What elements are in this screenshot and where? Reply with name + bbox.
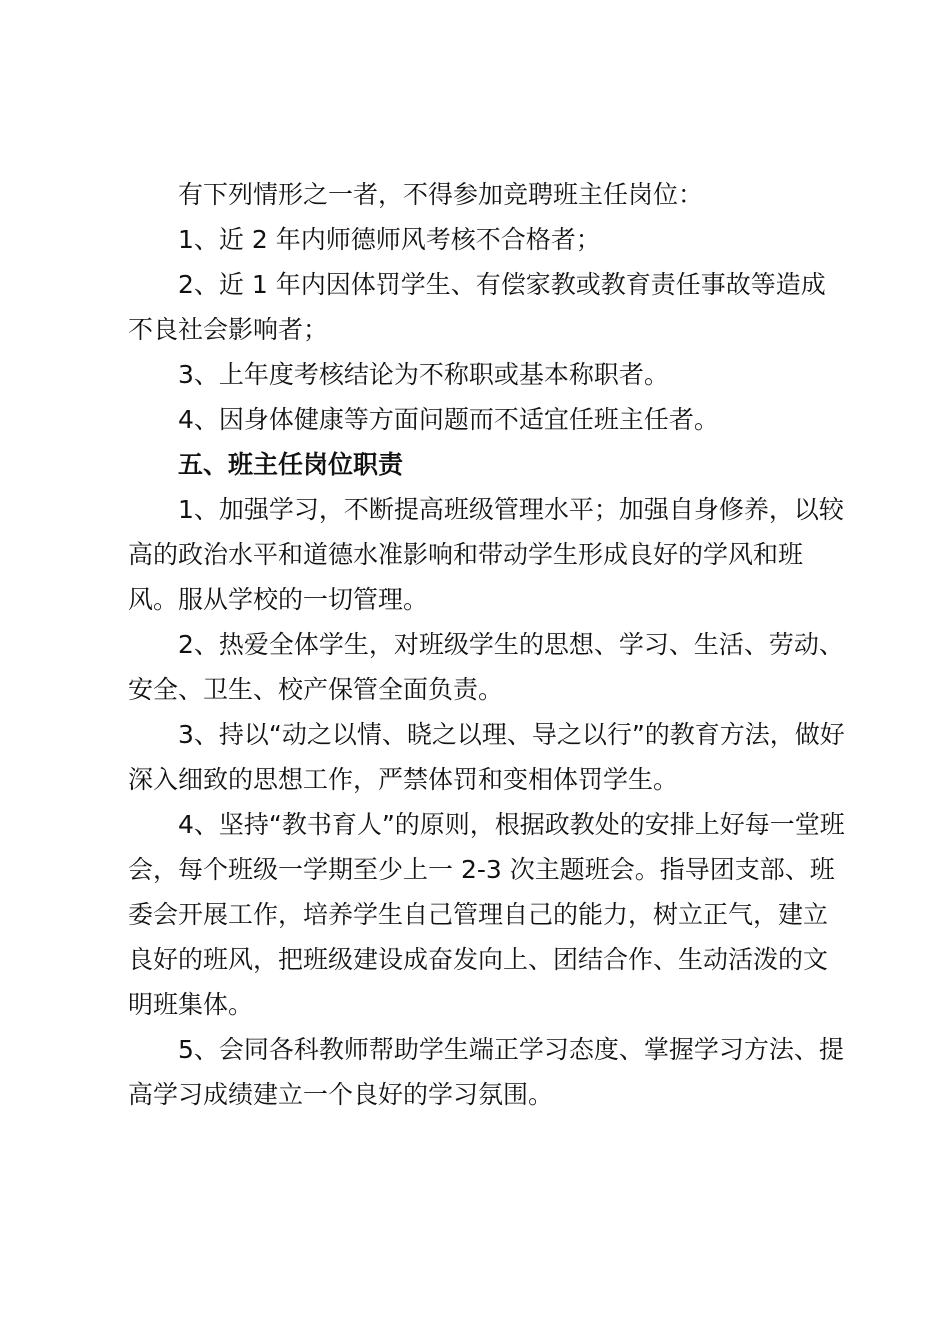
duty-item-1: 1、加强学习，不断提高班级管理水平；加强自身修养，以较高的政治水平和道德水准影响和带动学生形成良好的学风和班风。服从学校的一切管理。 — [128, 495, 844, 614]
paragraph-item-3: 3、上年度考核结论为不称职或基本称职者。 — [178, 360, 669, 389]
paragraph-item-1: 1、近 2 年内师德师风考核不合格者； — [178, 225, 601, 254]
document-body — [128, 172, 848, 1117]
paragraph-item-2: 2、近 1 年内因体罚学生、有偿家教或教育责任事故等造成不良社会影响者； — [128, 270, 826, 344]
duty-item-4: 4、坚持“教书育人”的原则，根据政教处的安排上好每一堂班会，每个班级一学期至少上一 2-3 次主题班会。指导团支部、班委会开展工作，培养学生自己管理自己的能力，树立正气，建立良好的班风，把班级建设成奋发向上、团结合作、生动活泼的文明班集体。 — [128, 810, 845, 1019]
section-heading: 五、班主任岗位职责 — [178, 450, 404, 479]
duty-item-5: 5、会同各科教师帮助学生端正学习态度、掌握学习方法、提高学习成绩建立一个良好的学习氛围。 — [128, 1035, 844, 1109]
paragraph-intro: 有下列情形之一者，不得参加竞聘班主任岗位： — [178, 180, 704, 209]
paragraph-item-4: 4、因身体健康等方面问题而不适宜任班主任者。 — [178, 405, 719, 434]
duty-item-2: 2、热爱全体学生，对班级学生的思想、学习、生活、劳动、安全、卫生、校产保管全面负责。 — [128, 630, 844, 704]
duty-item-3: 3、持以“动之以情、晓之以理、导之以行”的教育方法，做好深入细致的思想工作，严禁体罚和变相体罚学生。 — [128, 720, 845, 794]
